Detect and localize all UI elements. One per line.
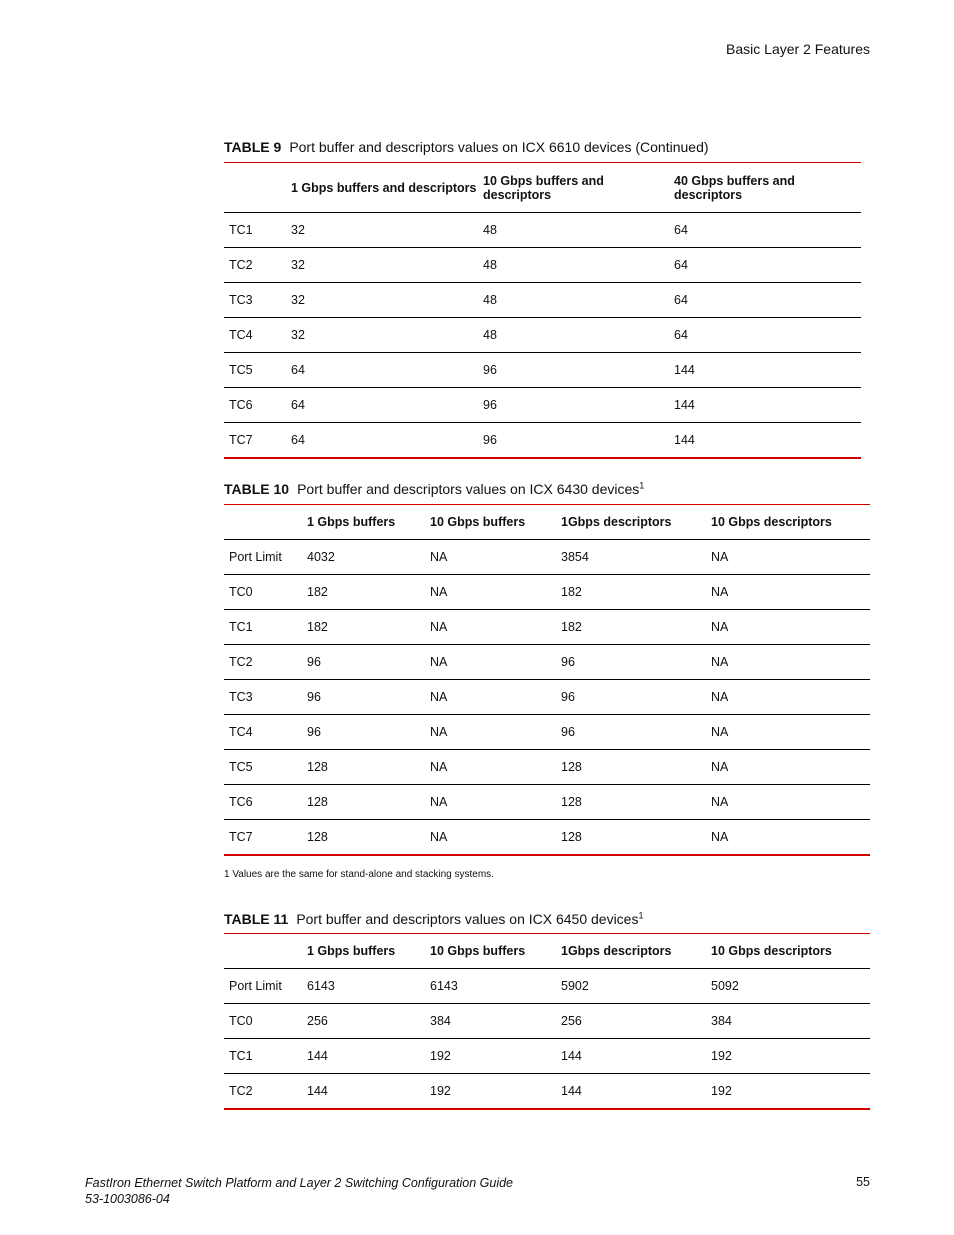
table-cell: 144: [674, 398, 695, 412]
table-cell: 192: [711, 1083, 732, 1098]
row-label-cell: TC7: [229, 829, 253, 844]
table-cell: 144: [674, 432, 695, 447]
table11-footnote-ref: 1: [638, 910, 644, 921]
table-row: [224, 423, 861, 458]
table-row: [224, 213, 861, 248]
table-cell: 5092: [711, 979, 739, 993]
table11-label: TABLE 11: [224, 911, 289, 927]
table-cell: 96: [561, 655, 575, 669]
table9: [224, 162, 861, 459]
table-cell: NA: [430, 550, 448, 564]
table-cell: 5902: [561, 979, 589, 993]
table10-column-header: 1 Gbps buffers: [307, 515, 396, 529]
table-cell: 144: [307, 1049, 328, 1063]
table-cell: 182: [561, 585, 582, 599]
running-header: Basic Layer 2 Features: [726, 41, 870, 57]
row-label-cell: TC2: [229, 1083, 253, 1098]
table-cell: 384: [430, 1014, 451, 1028]
table10-footnote: 1 Values are the same for stand-alone and stacking systems.: [224, 869, 494, 880]
row-label-cell: TC6: [229, 398, 253, 412]
table-cell: 64: [291, 398, 305, 412]
footer-document-info: [85, 1175, 513, 1207]
table-cell: NA: [711, 829, 729, 844]
table-cell: 384: [711, 1014, 732, 1028]
table-cell: NA: [430, 690, 448, 704]
table-cell: 64: [291, 432, 305, 447]
row-label-cell: TC4: [229, 328, 253, 342]
table-cell: NA: [711, 760, 729, 774]
table-cell: 96: [307, 690, 321, 704]
row-label-cell: TC1: [229, 223, 253, 237]
table-cell: NA: [711, 795, 729, 809]
table-cell: 96: [307, 655, 321, 669]
table-cell: 144: [561, 1049, 582, 1063]
table-cell: 48: [483, 223, 497, 237]
table-cell: 182: [307, 585, 328, 599]
table11-column-header: 10 Gbps buffers: [430, 944, 526, 958]
row-label-cell: TC0: [229, 1014, 253, 1028]
table10-body: [224, 540, 870, 855]
table11-column-header: 10 Gbps descriptors: [711, 944, 832, 958]
row-label-cell: TC4: [229, 725, 253, 739]
table11-column-header: 1Gbps descriptors: [561, 944, 672, 958]
row-label-cell: Port Limit: [229, 979, 282, 993]
table-row: [224, 318, 861, 353]
table10-title: Port buffer and descriptors values on ICX 6430 devices: [297, 481, 640, 497]
table10-footnote-ref: 1: [639, 480, 645, 491]
table-cell: 64: [674, 293, 688, 307]
table9-body: [224, 213, 861, 458]
table-cell: 256: [307, 1014, 328, 1028]
table-cell: NA: [430, 655, 448, 669]
table-cell: 96: [561, 725, 575, 739]
table-row: [224, 610, 870, 645]
table11-column-header: 1 Gbps buffers: [307, 944, 396, 958]
table10-header-row: [224, 505, 870, 540]
table-cell: 48: [483, 258, 497, 272]
table-cell: NA: [430, 795, 448, 809]
row-label-cell: TC5: [229, 363, 253, 377]
row-label-cell: Port Limit: [229, 550, 282, 564]
table-cell: 144: [674, 363, 695, 377]
table-cell: 6143: [307, 979, 335, 993]
table-row: [224, 248, 861, 283]
table9-column-header: [224, 163, 286, 213]
row-label-cell: TC1: [229, 620, 253, 634]
table9-column-header: 1 Gbps buffers and descriptors: [291, 180, 477, 195]
table-cell: 128: [307, 795, 328, 809]
table9-label: TABLE 9: [224, 139, 282, 155]
table-cell: NA: [711, 655, 729, 669]
table-cell: 4032: [307, 550, 335, 564]
table-cell: NA: [711, 690, 729, 704]
table-row: [224, 680, 870, 715]
table-cell: 64: [291, 363, 305, 377]
table-row: [224, 750, 870, 785]
table9-title: Port buffer and descriptors values on ICX 6610 devices (Continued): [289, 139, 709, 155]
row-label-cell: TC5: [229, 760, 253, 774]
table-cell: 256: [561, 1014, 582, 1028]
row-label-cell: TC1: [229, 1049, 253, 1063]
table-row: [224, 353, 861, 388]
footer-doc-number: 53-1003086-04: [85, 1192, 170, 1206]
table-cell: 144: [307, 1083, 328, 1098]
table-cell: NA: [430, 760, 448, 774]
table-cell: NA: [711, 550, 729, 564]
row-label-cell: TC3: [229, 690, 253, 704]
table-cell: 96: [307, 725, 321, 739]
table-cell: 192: [430, 1083, 451, 1098]
table-cell: 182: [307, 620, 328, 634]
table-row: [224, 575, 870, 610]
table-cell: NA: [430, 585, 448, 599]
row-label-cell: TC3: [229, 293, 253, 307]
table-row: [224, 1039, 870, 1074]
table-row: [224, 540, 870, 575]
table11-title: Port buffer and descriptors values on ICX 6450 devices: [296, 911, 639, 927]
table9-caption: [224, 139, 709, 155]
table-cell: 128: [561, 760, 582, 774]
table11-header-row: [224, 934, 870, 969]
table10-column-header: 1Gbps descriptors: [561, 515, 672, 529]
table-cell: 182: [561, 620, 582, 634]
table-cell: 64: [674, 328, 688, 342]
table11-body: [224, 969, 870, 1109]
table-cell: 128: [307, 760, 328, 774]
table-cell: NA: [711, 585, 729, 599]
table-cell: 96: [483, 398, 497, 412]
table-row: [224, 1074, 870, 1109]
table10: [224, 504, 870, 856]
table-row: [224, 1004, 870, 1039]
table-cell: 6143: [430, 979, 458, 993]
table-cell: 48: [483, 328, 497, 342]
row-label-cell: TC7: [229, 432, 253, 447]
table-cell: 64: [674, 258, 688, 272]
table-cell: 3854: [561, 550, 589, 564]
table-cell: 32: [291, 223, 305, 237]
table10-caption: [224, 481, 644, 497]
table-row: [224, 388, 861, 423]
table10-column-header: 10 Gbps buffers: [430, 515, 526, 529]
table-cell: NA: [430, 620, 448, 634]
table-cell: 128: [561, 795, 582, 809]
table-cell: NA: [711, 725, 729, 739]
table-cell: 192: [430, 1049, 451, 1063]
table-cell: NA: [430, 725, 448, 739]
table10-label: TABLE 10: [224, 481, 290, 497]
table-cell: 32: [291, 328, 305, 342]
table10-column-header: 10 Gbps descriptors: [711, 515, 832, 529]
table-cell: 32: [291, 293, 305, 307]
table9-column-header: 10 Gbps buffers and descriptors: [483, 173, 604, 202]
table-row: [224, 820, 870, 855]
table-cell: NA: [711, 620, 729, 634]
table-cell: 128: [307, 829, 328, 844]
page-number: 55: [856, 1175, 870, 1189]
table-cell: 144: [561, 1083, 582, 1098]
table-cell: 32: [291, 258, 305, 272]
table-row: [224, 715, 870, 750]
table-row: [224, 785, 870, 820]
table9-header-row: [224, 163, 861, 213]
footer-title: FastIron Ethernet Switch Platform and Layer 2 Switching Configuration Guide: [85, 1176, 513, 1190]
table-cell: 96: [483, 363, 497, 377]
table9-column-header: 40 Gbps buffers and descriptors: [674, 173, 795, 202]
table-cell: 96: [561, 690, 575, 704]
table-row: [224, 645, 870, 680]
table-cell: 48: [483, 293, 497, 307]
row-label-cell: TC2: [229, 258, 253, 272]
table-cell: NA: [430, 829, 448, 844]
table-row: [224, 969, 870, 1004]
table10-column-header: [224, 505, 302, 540]
table-cell: 96: [483, 432, 497, 447]
table-cell: 64: [674, 223, 688, 237]
row-label-cell: TC0: [229, 585, 253, 599]
table-cell: 128: [561, 829, 582, 844]
table11-column-header: [224, 934, 302, 969]
table11: [224, 933, 870, 1110]
row-label-cell: TC2: [229, 655, 253, 669]
table11-caption: [224, 911, 644, 927]
table-row: [224, 283, 861, 318]
row-label-cell: TC6: [229, 795, 253, 809]
table-cell: 192: [711, 1049, 732, 1063]
